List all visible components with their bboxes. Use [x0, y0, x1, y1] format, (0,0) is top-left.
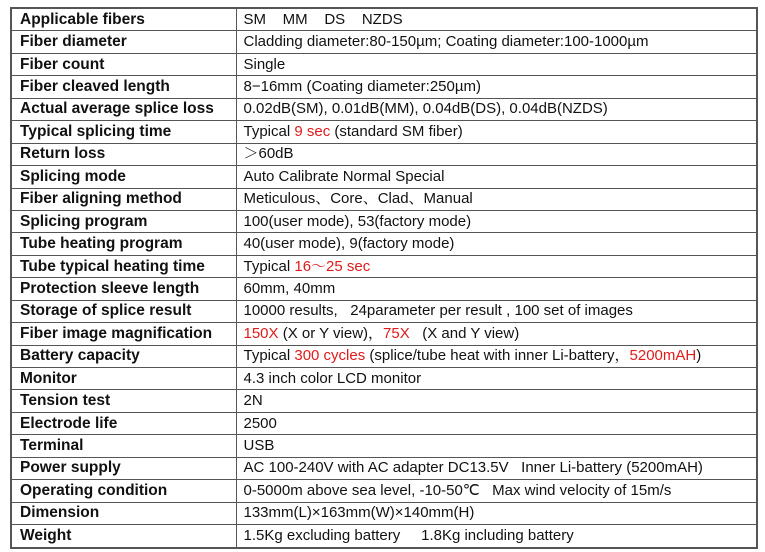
spec-label: Return loss — [11, 143, 236, 165]
spec-label: Tube heating program — [11, 233, 236, 255]
value-text: Auto Calibrate Normal Special — [243, 167, 445, 185]
spec-row — [11, 210, 757, 232]
spec-row — [11, 143, 757, 165]
spec-label: Operating condition — [11, 480, 236, 502]
value-text: Typical — [243, 257, 295, 275]
spec-value — [236, 412, 757, 434]
spec-row — [11, 345, 757, 367]
spec-label: Dimension — [11, 502, 236, 524]
value-text: 60mm, 40mm — [243, 279, 336, 297]
spec-label: Fiber aligning method — [11, 188, 236, 210]
spec-row — [11, 31, 757, 53]
value-text: SM MM DS NZDS — [243, 10, 403, 28]
spec-label: Weight — [11, 525, 236, 548]
value-text: 133mm(L)×163mm(W)×140mm(H) — [243, 504, 475, 522]
highlighted-value-text: 5200mAH — [629, 347, 697, 365]
spec-value — [236, 368, 757, 390]
spec-label: Monitor — [11, 368, 236, 390]
spec-row — [11, 457, 757, 479]
spec-label: Splicing program — [11, 210, 236, 232]
spec-value — [236, 8, 757, 31]
spec-label: Splicing mode — [11, 166, 236, 188]
spec-row — [11, 278, 757, 300]
specification-table — [10, 7, 758, 549]
value-text: 2500 — [243, 414, 277, 432]
spec-row — [11, 8, 757, 31]
spec-value — [236, 255, 757, 277]
spec-label: Terminal — [11, 435, 236, 457]
spec-row — [11, 435, 757, 457]
spec-label: Battery capacity — [11, 345, 236, 367]
spec-row — [11, 412, 757, 434]
spec-row — [11, 390, 757, 412]
spec-value — [236, 53, 757, 75]
spec-row — [11, 98, 757, 120]
value-text: 4.3 inch color LCD monitor — [243, 369, 422, 387]
spec-value — [236, 143, 757, 165]
highlighted-value-text: 16～25 sec — [294, 257, 371, 275]
value-text: 0.02dB(SM), 0.01dB(MM), 0.04dB(DS), 0.04dB(NZDS) — [243, 100, 608, 118]
spec-label: Protection sleeve length — [11, 278, 236, 300]
spec-label: Storage of splice result — [11, 300, 236, 322]
spec-label: Tube typical heating time — [11, 255, 236, 277]
spec-row — [11, 525, 757, 548]
spec-value — [236, 502, 757, 524]
value-text: 1.5Kg excluding battery 1.8Kg including battery — [243, 526, 574, 544]
spec-row — [11, 300, 757, 322]
spec-row — [11, 76, 757, 98]
spec-label: Fiber count — [11, 53, 236, 75]
value-text: USB — [243, 437, 275, 455]
spec-label: Fiber diameter — [11, 31, 236, 53]
spec-value — [236, 323, 757, 345]
spec-row — [11, 255, 757, 277]
spec-value — [236, 121, 757, 143]
highlighted-value-text: 300 cycles — [294, 347, 366, 365]
value-text: (standard SM fiber) — [330, 122, 463, 140]
spec-value — [236, 98, 757, 120]
value-text: Single — [243, 55, 286, 73]
value-text: 2N — [243, 392, 263, 410]
value-text: ＞60dB — [243, 145, 294, 163]
spec-value — [236, 525, 757, 548]
value-text: Typical — [243, 347, 295, 365]
spec-label: Typical splicing time — [11, 121, 236, 143]
spec-label: Actual average splice loss — [11, 98, 236, 120]
spec-row — [11, 480, 757, 502]
spec-value — [236, 390, 757, 412]
spec-value — [236, 76, 757, 98]
value-text: Cladding diameter:80-150µm; Coating diameter:100-1000µm — [243, 33, 649, 51]
specification-table-body — [11, 8, 757, 548]
spec-value — [236, 31, 757, 53]
value-text: (X and Y view) — [409, 324, 520, 342]
value-text: AC 100-240V with AC adapter DC13.5V Inner Li-battery (5200mAH) — [243, 459, 703, 477]
spec-value — [236, 457, 757, 479]
spec-value — [236, 233, 757, 255]
spec-row — [11, 323, 757, 345]
value-text: Meticulous、Core、Clad、Manual — [243, 190, 473, 208]
value-text: 100(user mode), 53(factory mode) — [243, 212, 472, 230]
highlighted-value-text: 9 sec — [294, 122, 331, 140]
spec-row — [11, 502, 757, 524]
spec-label: Tension test — [11, 390, 236, 412]
value-text: Typical — [243, 122, 295, 140]
spec-label: Electrode life — [11, 412, 236, 434]
spec-value — [236, 188, 757, 210]
spec-value — [236, 166, 757, 188]
value-text: 10000 results, 24parameter per result , 100 set of images — [243, 302, 633, 320]
value-text: 0-5000m above sea level, -10-50℃ Max wind velocity of 15m/s — [243, 481, 672, 499]
spec-label: Applicable fibers — [11, 8, 236, 31]
spec-row — [11, 368, 757, 390]
value-text: 40(user mode), 9(factory mode) — [243, 235, 455, 253]
value-text: ) — [696, 347, 702, 365]
highlighted-value-text: 150X — [243, 324, 279, 342]
spec-label: Fiber cleaved length — [11, 76, 236, 98]
spec-value — [236, 345, 757, 367]
highlighted-value-text: 75X — [383, 324, 410, 342]
spec-label: Power supply — [11, 457, 236, 479]
spec-value — [236, 278, 757, 300]
spec-value — [236, 435, 757, 457]
spec-value — [236, 480, 757, 502]
spec-row — [11, 188, 757, 210]
value-text: (X or Y view)， — [278, 324, 384, 342]
spec-row — [11, 121, 757, 143]
spec-row — [11, 53, 757, 75]
spec-row — [11, 233, 757, 255]
value-text: (splice/tube heat with inner Li-battery， — [365, 347, 630, 365]
spec-value — [236, 300, 757, 322]
spec-value — [236, 210, 757, 232]
spec-label: Fiber image magnification — [11, 323, 236, 345]
value-text: 8−16mm (Coating diameter:250µm) — [243, 78, 481, 96]
spec-row — [11, 166, 757, 188]
